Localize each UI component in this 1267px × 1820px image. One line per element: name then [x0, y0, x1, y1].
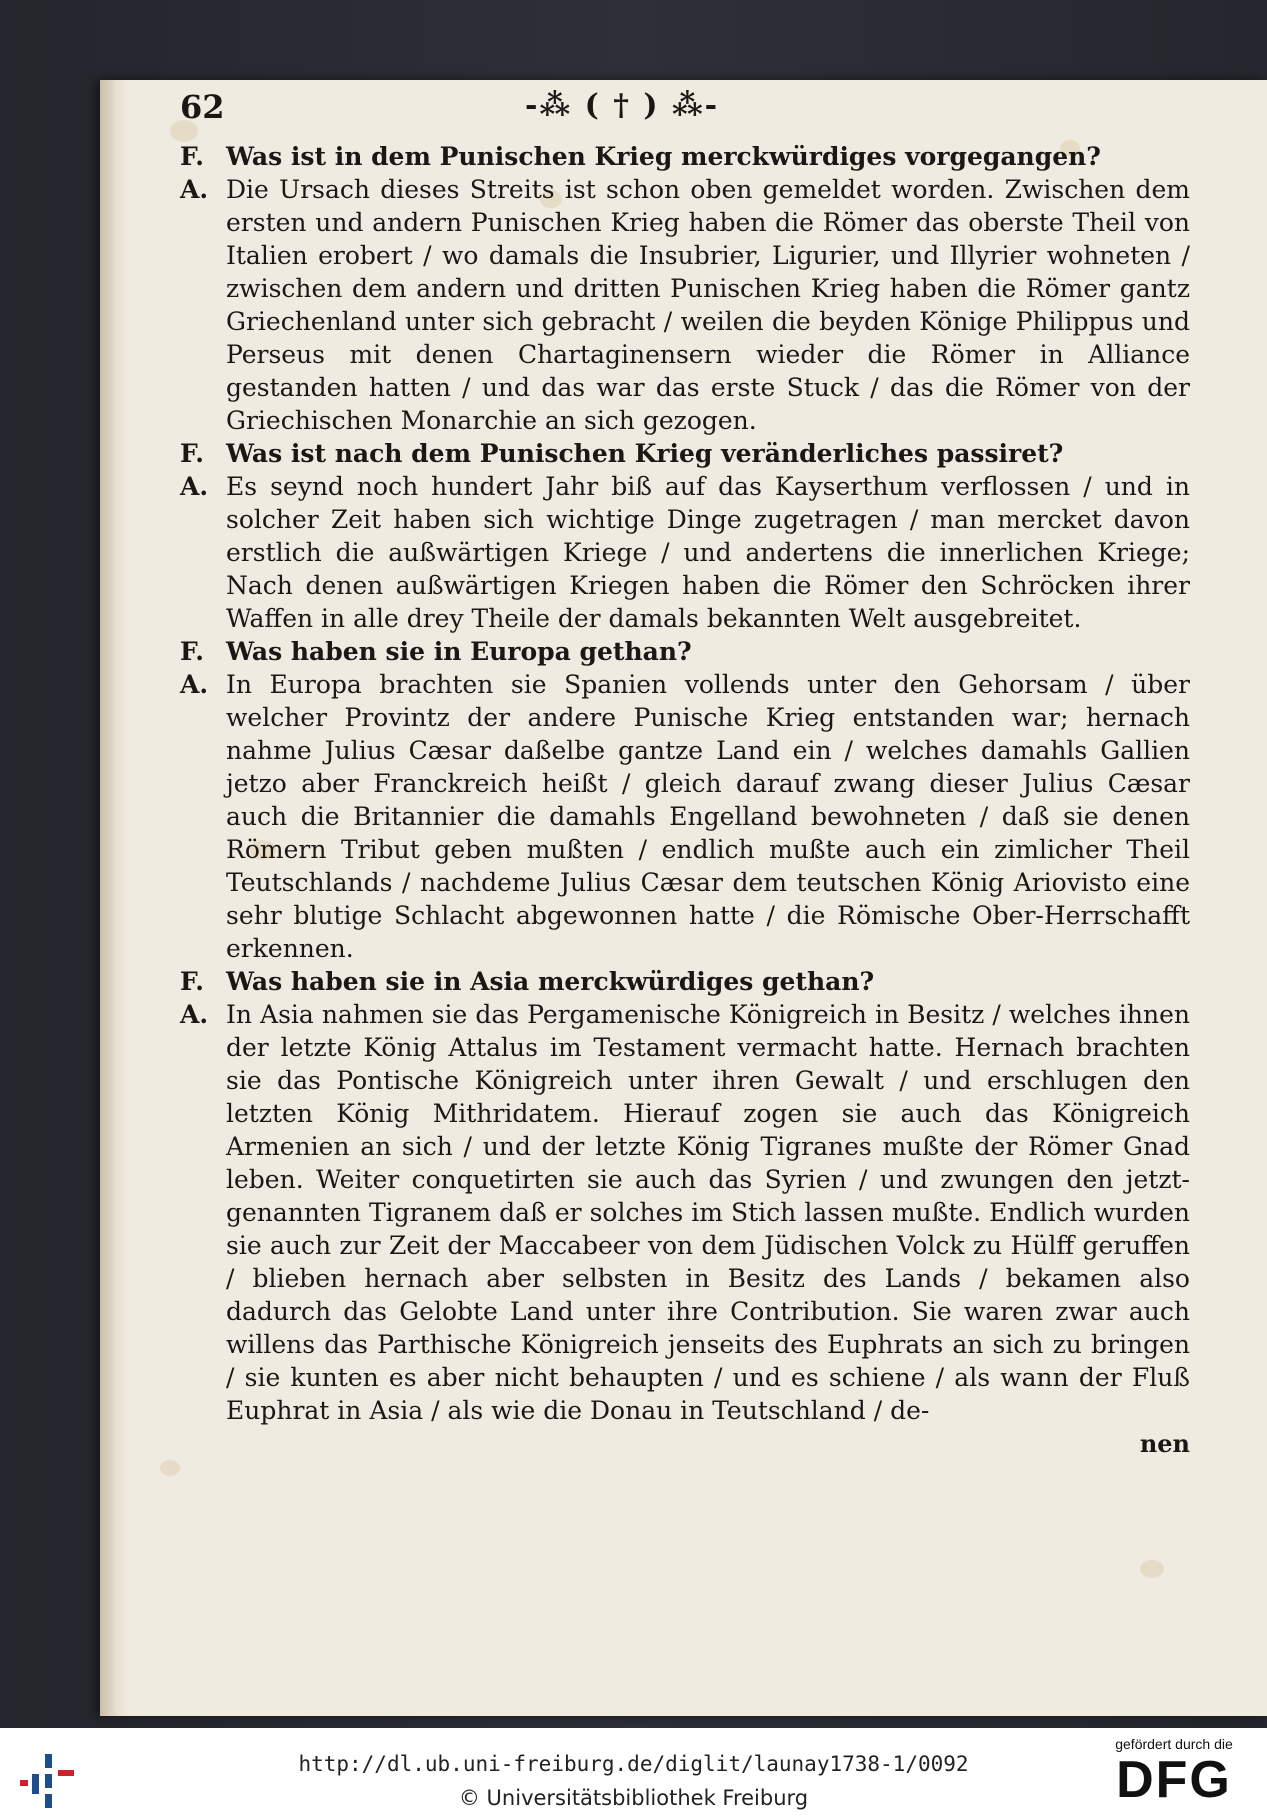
page-number: 62	[180, 88, 225, 126]
answer-label: A.	[180, 175, 209, 204]
viewer-footer	[0, 1728, 1267, 1820]
question-text: Was ist in dem Punischen Krieg merckwürdiges vorgegangen?	[226, 142, 1101, 171]
answer-block	[180, 998, 1190, 1427]
page-header	[180, 88, 1190, 140]
question-label: F.	[180, 142, 204, 171]
foxing-spot	[1140, 1560, 1164, 1578]
question-label: F.	[180, 967, 204, 996]
permalink-url[interactable]: http://dl.ub.uni-freiburg.de/diglit/launay1738-1/0092	[298, 1752, 969, 1776]
question-text: Was haben sie in Europa gethan?	[226, 637, 692, 666]
question-block	[180, 437, 1190, 470]
answer-block	[180, 173, 1190, 437]
answer-label: A.	[180, 472, 209, 501]
answer-text: In Europa brachten sie Spanien vollends unter den Gehorsam / über welcher Provintz der andere Punische Krieg entstanden war; hernach nahme Julius Cæsar daßelbe gantze Land ein / welches damahls Gallien jetzo aber Franckreich heißt / gleich darauf zwang dieser Julius Cæsar auch die Britannier die damahls Engelland bewohneten / daß sie denen Römern Tribut geben mußten / endlich mußte auch ein zimlicher Theil Teutschlands / nachdeme Julius Cæsar dem teutschen König Ariovisto eine sehr blutige Schlacht abgewonnen hatte / die Römische Ober-Herrschafft erkennen.	[226, 670, 1190, 963]
copyright-notice: © Universitätsbibliothek Freiburg	[458, 1786, 809, 1810]
funding-note: gefördert durch die	[1115, 1736, 1233, 1752]
answer-label: A.	[180, 1000, 209, 1029]
page-text	[180, 88, 1190, 1460]
answer-text: Die Ursach dieses Streits ist schon oben gemeldet worden. Zwischen dem ersten und andern Punischen Krieg haben die Römer das oberste Theil von Italien erobert / wo damals die Insubrier, Ligurier, und Illyrier wohneten / zwischen dem andern und dritten Punischen Krieg haben die Römer gantz Griechenland unter sich gebracht / weilen die beyden Könige Philippus und Perseus mit denen Chartaginensern wieder die Römer in Alliance gestanden hatten / und das war das erste Stuck / das die Römer von der Griechischen Monarchie an sich gezogen.	[226, 175, 1190, 435]
answer-text: In Asia nahmen sie das Pergamenische Königreich in Besitz / welches ihnen der letzte König Attalus im Testament vermacht hatte. Hernach brachten sie das Pontische Königreich unter ihren Gewalt / und erschlugen den letzten König Mithridatem. Hierauf zogen sie auch das Königreich Armenien an sich / und der letzte König Tigranes mußte der Römer Gnad leben. Weiter conquetirten sie auch das Syrien / und zwungen den jetzt-genannten Tigranem daß er solches im Stich lassen mußte. Endlich wurden sie auch zur Zeit der Maccabeer von dem Jüdischen Volck zu Hülff geruffen / blieben hernach aber selbsten in Besitz des Lands / bekamen also dadurch das Gelobte Land unter ihre Contribution. Sie waren zwar auch willens das Parthische Königreich jenseits des Euphrats an sich zu bringen / sie kunten es aber nicht behaupten / und es schiene / als wann der Fluß Euphrat in Asia / als wie die Donau in Teutschland / de-	[226, 1000, 1190, 1425]
running-head: -⁂ ( † ) ⁂-	[525, 88, 720, 123]
question-block	[180, 965, 1190, 998]
question-text: Was ist nach dem Punischen Krieg veränderliches passiret?	[226, 439, 1064, 468]
question-label: F.	[180, 637, 204, 666]
answer-block	[180, 668, 1190, 965]
answer-block	[180, 470, 1190, 635]
question-label: F.	[180, 439, 204, 468]
question-block	[180, 635, 1190, 668]
question-text: Was haben sie in Asia merckwürdiges gethan?	[226, 967, 875, 996]
answer-text: Es seynd noch hundert Jahr biß auf das Kayserthum verflossen / und in solcher Zeit haben sich wichtige Dinge zugetragen / man mercket davon erstlich die außwärtigen Kriege / und andertens die innerlichen Kriege; Nach denen außwärtigen Kriegen haben die Römer den Schröcken ihrer Waffen in alle drey Theile der damals bekannten Welt ausgebreitet.	[226, 472, 1190, 633]
question-block	[180, 140, 1190, 173]
funding-badge	[1099, 1736, 1249, 1808]
dfg-logo: DFG	[1116, 1751, 1232, 1809]
foxing-spot	[160, 1460, 180, 1476]
page-edge	[100, 80, 128, 1716]
catchword: nen	[1139, 1429, 1190, 1458]
answer-label: A.	[180, 670, 209, 699]
